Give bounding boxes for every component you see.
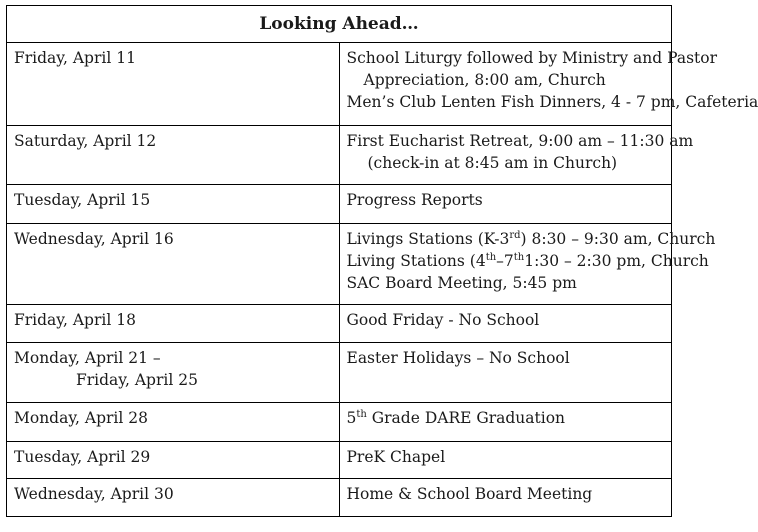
event-line: (check-in at 8:45 am in Church) (367, 154, 618, 172)
event-line: Good Friday - No School (346, 311, 540, 329)
table-row (7, 343, 672, 403)
date-cell: Monday, April 28 (7, 403, 340, 442)
table-row (7, 403, 672, 442)
event-line: School Liturgy followed by Ministry and Pastor (346, 49, 718, 67)
table-row (7, 305, 672, 343)
date-cell: Friday, April 18 (7, 305, 340, 343)
table-row (7, 43, 672, 126)
date-cell: Friday, April 11 (7, 43, 340, 126)
event-line: Living Stations (4th–7th1:30 – 2:30 pm, Church (346, 252, 709, 270)
event-line: 5th Grade DARE Graduation (346, 409, 566, 427)
table-title: Looking Ahead… (7, 6, 672, 43)
date-cell: Tuesday, April 29 (7, 442, 340, 479)
event-cell (339, 43, 758, 126)
event-line: Livings Stations (K-3rd) 8:30 – 9:30 am, Church (346, 230, 716, 248)
date-cell: Saturday, April 12 (7, 126, 340, 185)
date-end: Friday, April 25 (76, 371, 198, 389)
event-line: Men’s Club Lenten Fish Dinners, 4 - 7 pm, Cafeteria (346, 93, 758, 111)
table-row (7, 442, 672, 479)
date-cell: Tuesday, April 15 (7, 185, 340, 224)
table-row (7, 224, 672, 305)
event-line: Home & School Board Meeting (346, 485, 593, 503)
event-line: Easter Holidays – No School (346, 349, 570, 367)
table-row (7, 126, 672, 185)
event-cell (339, 185, 672, 224)
event-cell (339, 403, 672, 442)
event-cell (339, 479, 672, 517)
table-row (7, 479, 672, 517)
event-cell (339, 224, 716, 305)
event-cell (339, 343, 672, 403)
event-line: SAC Board Meeting, 5:45 pm (346, 274, 577, 292)
event-line: Progress Reports (346, 191, 483, 209)
event-line: PreK Chapel (346, 448, 446, 466)
table-header-row (7, 6, 672, 43)
event-line: First Eucharist Retreat, 9:00 am – 11:30 am (346, 132, 694, 150)
date-cell: Wednesday, April 16 (7, 224, 340, 305)
date-cell (7, 343, 340, 403)
event-cell (339, 305, 672, 343)
looking-ahead-table (6, 5, 758, 517)
event-cell (339, 126, 694, 185)
event-cell (339, 442, 672, 479)
event-line: Appreciation, 8:00 am, Church (363, 71, 606, 89)
date-start: Monday, April 21 – (14, 349, 161, 367)
date-cell: Wednesday, April 30 (7, 479, 340, 517)
table-row (7, 185, 672, 224)
